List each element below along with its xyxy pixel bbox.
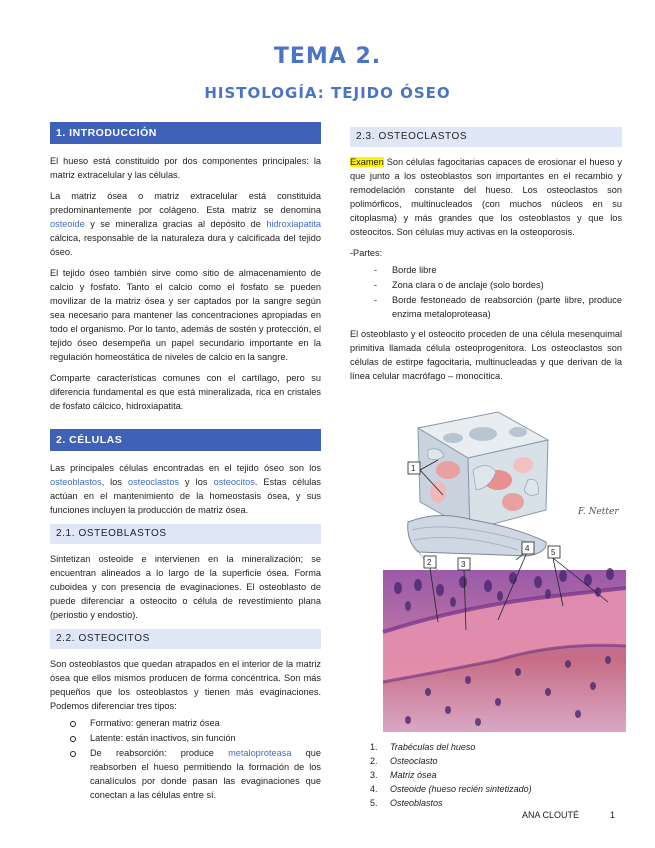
right-column <box>350 127 622 390</box>
intro-paragraph-3: El tejido óseo también sirve como sitio de almacenamiento de calcio y fosfato. Tanto el calcio como el fosfato se pueden movilizar de la matriz ósea y ser captados por la sangre según sea necesario para mantener las concentraciones apropiadas en todo el organismo. Por lo tanto, además de sostén y protección, el tejido óseo desempeña un papel secundario importante en la regulación homeostática de niveles de calcio en la sangre. <box>50 268 321 362</box>
term-hidroxiapatita: hidroxiapatita <box>266 219 321 229</box>
osteocitos-heading: 2.2. OSTEOCITOS <box>50 629 321 649</box>
caption-item: 4. Osteoide (hueso recién sintetizado) <box>370 784 532 794</box>
osteoclastos-paragraph-2: El osteoblasto y el osteocito proceden de una célula mesenquimal primitiva llamada célula osteoprogenitora. Los osteoclastos son células de estirpe fagocitaria, multinucleadas y que derivan de la línea celular macrófago – monocítica. <box>350 329 622 381</box>
figure-label-4: 4 <box>525 544 530 553</box>
intro-paragraph-1: El hueso está constituido por dos componentes principales: la matriz extracelular y las células. <box>50 156 321 180</box>
osteoblastos-heading: 2.1. OSTEOBLASTOS <box>50 524 321 544</box>
osteoblastos-paragraph: Sintetizan osteoide e intervienen en la mineralización; se encuentran alineados a lo largo de la superficie ósea. Forma cuboidea y con presencia de evaginaciones. El osteoblasto de puede diferenciar a osteocito o célula de revestimiento plana (periostio y endostio). <box>50 554 321 620</box>
figure-label-1: 1 <box>411 464 416 473</box>
footer-author: ANA CLOUTÉ <box>522 810 580 820</box>
intro-paragraph-2: La matriz ósea o matriz extracelular está constituida predominantemente por colágeno. Esta matriz se denomina osteoide y se mineraliza gracias al depósito de hidroxiapatita cálcica, responsable de la naturaleza dura y calcificada del tejido óseo. <box>50 191 321 257</box>
bone-histology-figure <box>378 410 626 732</box>
list-item: - Borde festoneado de reabsorción (parte libre, produce enzima metaloproteasa) <box>374 295 622 319</box>
osteocitos-paragraph: Son osteoblastos que quedan atrapados en el interior de la matriz ósea que ellos mismos producen de forma concéntrica. Son más pequeños que los osteoblastos y tienen más evaginaciones. Podemos diferenciar tres tipos: <box>50 659 321 711</box>
caption-item: 1. Trabéculas del hueso <box>370 742 476 752</box>
figure-label-2: 2 <box>427 558 432 567</box>
figure-signature: F. Netter <box>578 507 619 517</box>
caption-item: 3. Matriz ósea <box>370 770 437 780</box>
osteoclastos-heading: 2.3. OSTEOCLASTOS <box>350 127 622 147</box>
cells-heading: 2. CÉLULAS <box>50 429 321 451</box>
figure-caption <box>370 740 532 810</box>
histology-micrograph <box>383 568 626 732</box>
figure-label-3: 3 <box>461 560 466 569</box>
caption-item: 5. Osteoblastos <box>370 798 443 808</box>
partes-label: -Partes: <box>350 248 383 258</box>
intro-heading: 1. INTRODUCCIÓN <box>50 122 321 144</box>
list-item: Formativo: generan matriz ósea <box>80 716 321 730</box>
list-item: - Zona clara o de anclaje (solo bordes) <box>374 280 544 290</box>
page-subtitle: HISTOLOGÍA: TEJIDO ÓSEO <box>204 84 451 102</box>
page-number: 1 <box>610 810 616 820</box>
term-osteoclastos: osteoclastos <box>127 477 180 487</box>
term-osteoblastos: osteoblastos <box>50 477 102 487</box>
page-title: TEMA 2. <box>273 44 382 69</box>
list-item: De reabsorción: produce metaloproteasa que reabsorben el hueso permitiendo la formación de los canalículos por donde pasan las evaginaciones que conectan a las células entre sí. <box>80 746 321 802</box>
list-item: Latente: están inactivos, sin función <box>80 731 321 745</box>
term-metaloproteasa: metaloproteasa <box>228 748 292 758</box>
cells-paragraph: Las principales células encontradas en el tejido óseo son los osteoblastos, los osteoclastos y los osteocitos. Estas células actúan en el mantenimiento de la homeostasis ósea, y sus funciones incluyen la producción de matriz ósea. <box>50 463 322 515</box>
left-column <box>50 122 321 808</box>
trabecular-bone-drawing <box>418 412 548 530</box>
figure-label-5: 5 <box>551 548 556 557</box>
caption-item: 2. Osteoclasto <box>370 756 438 766</box>
term-osteoide: osteoide <box>50 219 85 229</box>
osteoclastos-paragraph-1: Examen Son células fagocitarias capaces de erosionar el hueso y que junto a los osteoblastos son importantes en el recambio y remodelación constante del hueso. Los osteoclastos son polimórficos, multinucleados (con muchos núcleos en su citoplasma) y más grandes que los osteoblastos y que los osteocitos. Son células muy activas en la osteoporosis. <box>350 157 622 237</box>
list-item: - Borde libre <box>374 265 437 275</box>
partes-list <box>350 263 622 321</box>
intro-paragraph-4: Comparte características comunes con el cartílago, pero su diferencia fundamental es que está mineralizada, rica en cristales de fosfato cálcico, hidroxiapatita. <box>50 373 321 411</box>
term-osteocitos: osteocitos <box>213 477 255 487</box>
osteocitos-types-list <box>50 716 321 802</box>
exam-highlight: Examen <box>350 157 384 167</box>
